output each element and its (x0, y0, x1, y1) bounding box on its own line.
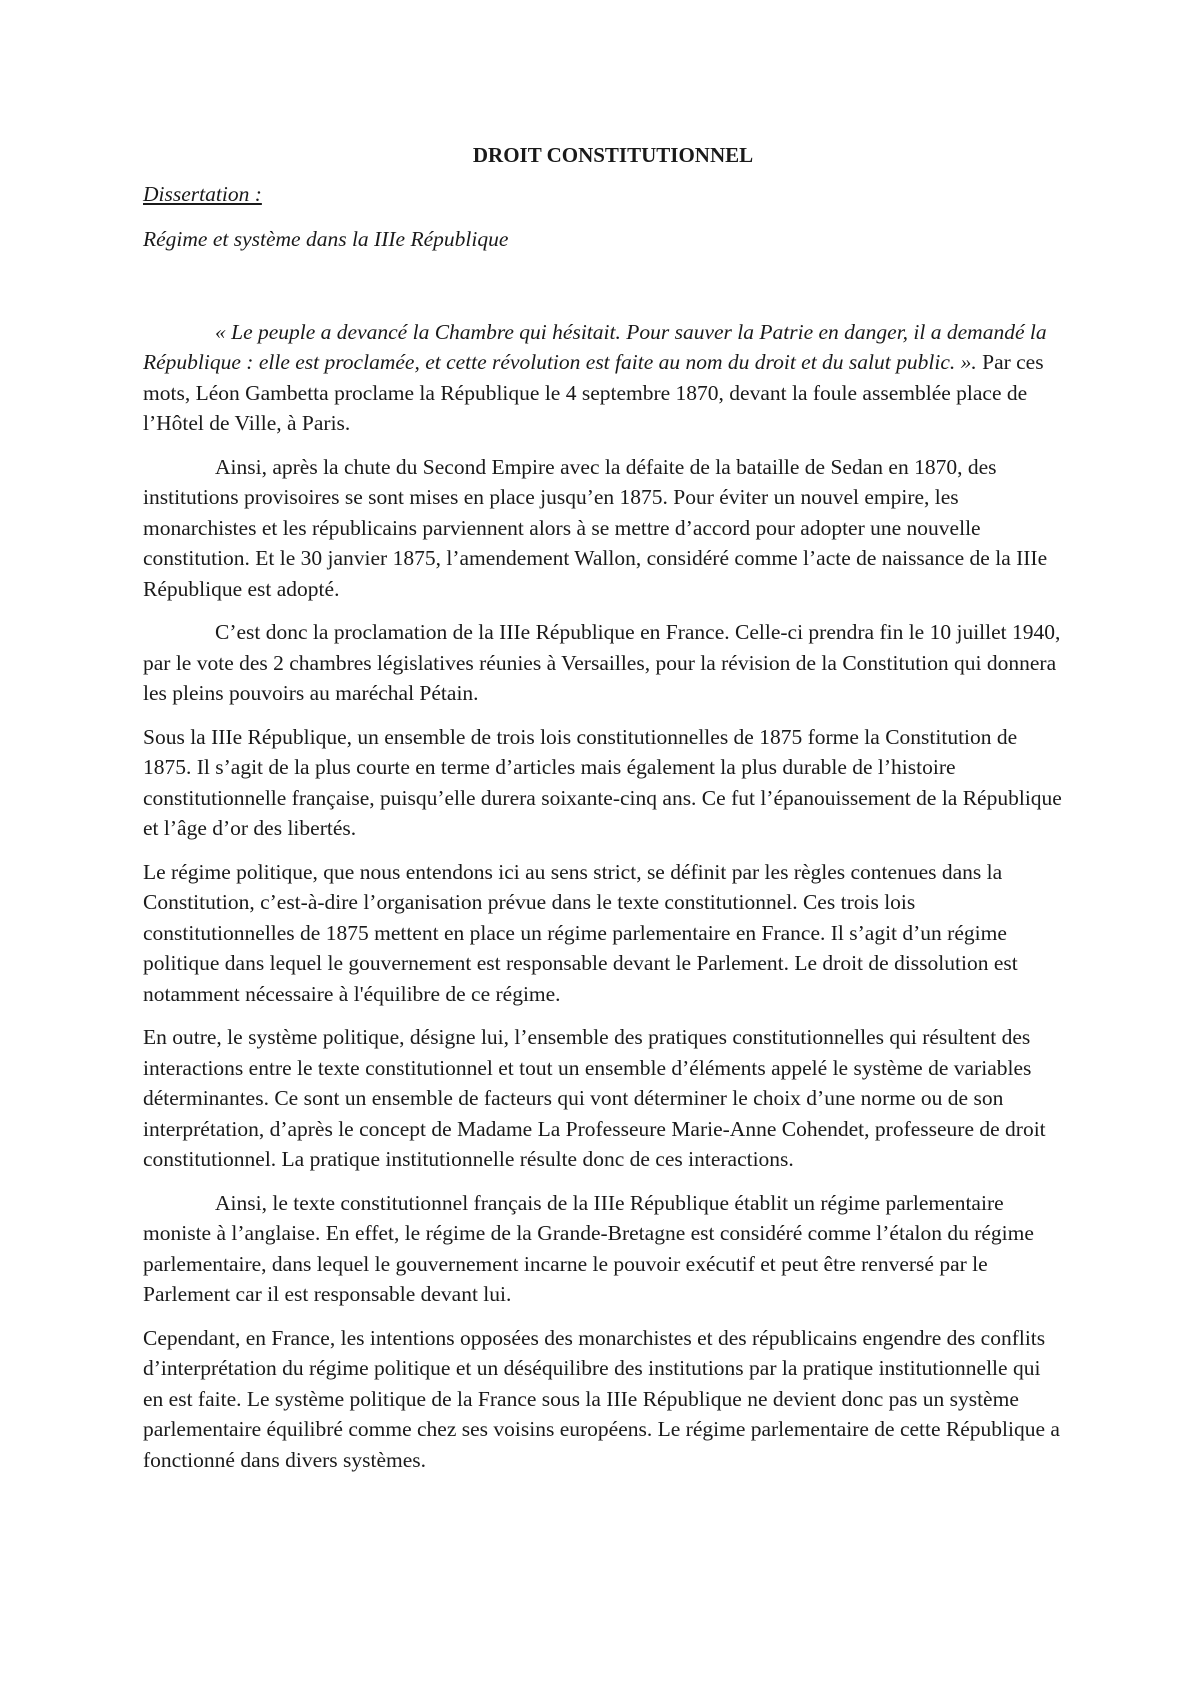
document-page (143, 140, 1063, 1488)
document-type-label: Dissertation : (143, 181, 262, 206)
document-title: DROIT CONSTITUTIONNEL (472, 143, 754, 167)
intro-text: Par ces mots, Léon Gambetta proclame la République le 4 septembre 1870, devant la foule assemblée place de l’Hôtel de Ville, à Paris. (143, 350, 1044, 435)
intro-paragraph (143, 317, 1063, 439)
paragraph-second-empire: Ainsi, après la chute du Second Empire avec la défaite de la bataille de Sedan en 1870, des institutions provisoires se sont mises en place jusqu’en 1875. Pour éviter un nouvel empire, les monarchistes et les républicains parviennent alors à se mettre d’accord pour adopter une nouvelle constitution. Et le 30 janvier 1875, l’amendement Wallon, considéré comme l’acte de naissance de la IIIe République est adopté. (143, 454, 1048, 601)
paragraph-regime-moniste: Ainsi, le texte constitutionnel français de la IIIe République établit un régime parlementaire moniste à l’anglaise. En effet, le régime de la Grande-Bretagne est considéré comme l’étalon du régime parlementaire, dans lequel le gouvernement incarne le pouvoir exécutif et peut être renversé par le Parlement car il est responsable devant lui. (143, 1190, 1034, 1306)
paragraph-regime-politique: Le régime politique, que nous entendons ici au sens strict, se définit par les règles contenues dans la Constitution, c’est-à-dire l’organisation prévue dans le texte constitutionnel. Ces trois lois constitutionnelles de 1875 mettent en place un régime parlementaire en France. Il s’agit d’un régime politique dans lequel le gouvernement est responsable devant le Parlement. Le droit de dissolution est notamment nécessaire à l'équilibre de ce régime. (143, 859, 1018, 1006)
paragraph-proclamation: C’est donc la proclamation de la IIIe République en France. Celle-ci prendra fin le 10 juillet 1940, par le vote des 2 chambres législatives réunies à Versailles, pour la révision de la Constitution qui donnera les pleins pouvoirs au maréchal Pétain. (143, 620, 1061, 705)
gambetta-quote: « Le peuple a devancé la Chambre qui hésitait. Pour sauver la Patrie en danger, il a demandé la République : elle est proclamée, et cette révolution est faite au nom du droit et du salut public. ». (143, 319, 1047, 374)
paragraph-constitution-1875: Sous la IIIe République, un ensemble de trois lois constitutionnelles de 1875 forme la Constitution de 1875. Il s’agit de la plus courte en terme d’articles mais également la plus durable de l’histoire constitutionnelle française, puisqu’elle durera soixante-cinq ans. Ce fut l’épanouissement de la République et l’âge d’or des libertés. (143, 724, 1062, 840)
paragraph-cependant: Cependant, en France, les intentions opposées des monarchistes et des républicains engendre des conflits d’interprétation du régime politique et un déséquilibre des institutions par la pratique institutionnelle qui en est faite. Le système politique de la France sous la IIIe République ne devient donc pas un système parlementaire équilibré comme chez ses voisins européens. Le régime parlementaire de cette République a fonctionné dans divers systèmes. (143, 1325, 1060, 1472)
paragraph-systeme-politique: En outre, le système politique, désigne lui, l’ensemble des pratiques constitutionnelles qui résultent des interactions entre le texte constitutionnel et tout un ensemble d’éléments appelé le système de variables déterminantes. Ce sont un ensemble de facteurs qui vont déterminer le choix d’une norme ou de son interprétation, d’après le concept de Madame La Professeure Marie-Anne Cohendet, professeure de droit constitutionnel. La pratique institutionnelle résulte donc de ces interactions. (143, 1025, 1046, 1171)
dissertation-subject: Régime et système dans la IIIe République (143, 227, 509, 251)
